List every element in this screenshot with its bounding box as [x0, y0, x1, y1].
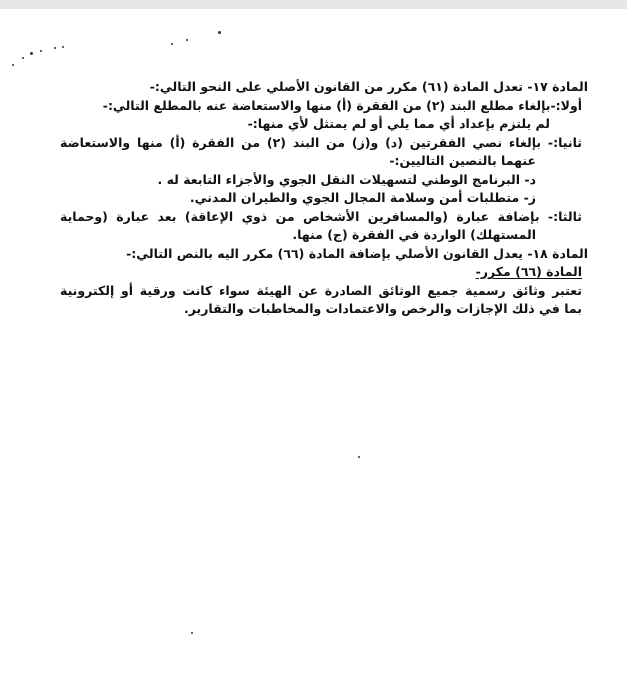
scan-speck	[54, 47, 56, 49]
scan-speck	[12, 64, 14, 66]
article-66-repeated-heading: المادة (٦٦) مكرر-	[475, 264, 582, 279]
article-17-clause-third-cont: المستهلك) الواردة في الفقرة (ج) منها.	[292, 227, 536, 242]
document-body	[60, 78, 588, 319]
article-17-clause-first-text: لم يلتزم بإعداد أي مما يلي أو لم يمتثل لأي منها:-	[247, 116, 550, 131]
article-17-heading: المادة ١٧- تعدل المادة (٦١) مكرر من القانون الأصلي على النحو التالي:-	[149, 79, 588, 94]
article-66-text: تعتبر وثائق رسمية جميع الوثائق الصادرة عن الهيئة سواء كانت ورقية أو إلكترونية	[60, 282, 582, 298]
article-66-text-cont: بما في ذلك الإجازات والرخص والاعتمادات والمخاطبات والتقارير.	[184, 301, 582, 316]
article-17-clause-second: ثانيا:- بإلغاء نصي الفقرتين (د) و(ز) من البند (٢) من الفقرة (أ) منها والاستعاضة	[60, 134, 582, 150]
scan-speck	[358, 456, 360, 458]
article-17-clause-first: أولا:-بإلغاء مطلع البند (٢) من الفقرة (أ) منها والاستعاضة عنه بالمطلع التالي:-	[102, 97, 582, 113]
article-17-clause-second-cont: عنهما بالنصين التاليين:-	[389, 153, 536, 168]
scan-speck	[22, 57, 24, 59]
scan-speck	[40, 50, 42, 52]
scan-speck	[191, 632, 193, 634]
scan-speck	[218, 31, 221, 34]
scan-speck	[62, 46, 64, 48]
article-18-heading: المادة ١٨- يعدل القانون الأصلي بإضافة المادة (٦٦) مكرر اليه بالنص التالي:-	[126, 245, 588, 261]
article-17-item-d: د- البرنامج الوطني لتسهيلات النقل الجوي والأجزاء التابعة له .	[157, 171, 536, 187]
scan-speck	[186, 39, 188, 41]
scan-speck	[171, 43, 173, 45]
article-17-item-z: ز- متطلبات أمن وسلامة المجال الجوي والطيران المدني.	[189, 190, 536, 205]
article-17-clause-third: ثالثا:- بإضافة عبارة (والمسافرين الأشخاص من ذوي الإعاقة) بعد عبارة (وحماية	[60, 208, 582, 224]
viewer-top-band	[0, 0, 627, 9]
scan-speck	[30, 52, 33, 55]
